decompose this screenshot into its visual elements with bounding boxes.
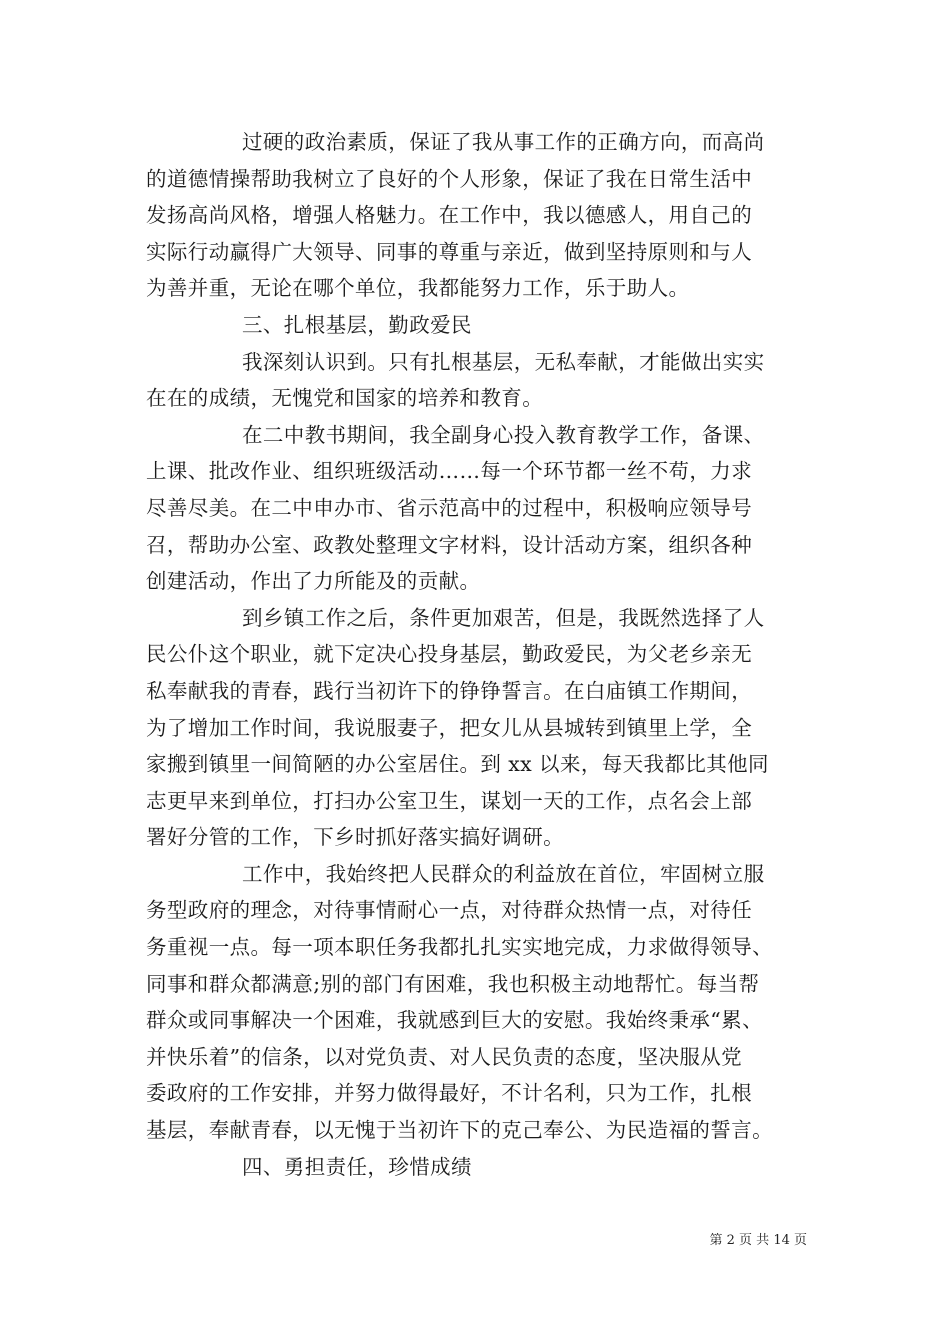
- text-line: 创建活动，作出了力所能及的贡献。: [146, 569, 481, 594]
- text-line: 发扬高尚风格，增强人格魅力。在工作中，我以德感人，用自己的: [146, 203, 753, 228]
- paragraph-first-line: 过硬的政治素质，保证了我从事工作的正确方向，而高尚: [242, 130, 765, 154]
- text-line: 委政府的工作安排，并努力做得最好，不计名利，只为工作，扎根: [146, 1081, 753, 1106]
- text-line: 私奉献我的青春，践行当初许下的铮铮誓言。在白庙镇工作期间，: [146, 678, 753, 703]
- text-line: 为了增加工作时间，我说服妻子，把女儿从县城转到镇里上学，全: [146, 715, 753, 740]
- text-line: 同事和群众都满意;别的部门有困难，我也积极主动地帮忙。每当帮: [146, 971, 760, 996]
- text-line: 并快乐着”的信条，以对党负责、对人民负责的态度，坚决服从党: [146, 1044, 743, 1069]
- text-line: 实际行动赢得广大领导、同事的尊重与亲近，做到坚持原则和与人: [146, 239, 753, 264]
- paragraph-first-line: 四、勇担责任，珍惜成绩: [242, 1154, 472, 1179]
- paragraph-first-line: 在二中教书期间，我全副身心投入教育教学工作，备课、: [242, 422, 765, 447]
- text-line: 召，帮助办公室、政教处整理文字材料，设计活动方案，组织各种: [146, 532, 753, 557]
- paragraph-first-line: 我深刻认识到。只有扎根基层，无私奉献，才能做出实实: [242, 349, 765, 374]
- page-number-footer: 第 2 页 共 14 页: [709, 1233, 807, 1248]
- text-line: 家搬到镇里一间简陋的办公室居住。到 xx 以来，每天我都比其他同: [146, 752, 769, 777]
- paragraph-first-line: 工作中，我始终把人民群众的利益放在首位，牢固树立服: [242, 861, 765, 886]
- paragraph-first-line: 到乡镇工作之后，条件更加艰苦，但是，我既然选择了人: [242, 605, 765, 630]
- text-line: 群众或同事解决一个困难，我就感到巨大的安慰。我始终秉承“累、: [146, 1008, 763, 1033]
- paragraph-first-line: 三、扎根基层，勤政爱民: [242, 312, 472, 337]
- text-line: 务型政府的理念，对待事情耐心一点，对待群众热情一点，对待任: [146, 898, 753, 923]
- text-line: 为善并重，无论在哪个单位，我都能努力工作，乐于助人。: [146, 276, 690, 301]
- text-line: 尽善尽美。在二中申办市、省示范高中的过程中，积极响应领导号: [146, 495, 753, 520]
- text-line: 基层，奉献青春，以无愧于当初许下的克己奉公、为民造福的誓言。: [146, 1118, 773, 1143]
- body-text: [146, 124, 810, 1185]
- text-line: 民公仆这个职业，就下定决心投身基层，勤政爱民，为父老乡亲无: [146, 642, 753, 667]
- text-line: 署好分管的工作，下乡时抓好落实搞好调研。: [146, 825, 564, 850]
- text-line: 务重视一点。每一项本职任务我都扎扎实实地完成，力求做得领导、: [146, 935, 773, 960]
- text-line: 的道德情操帮助我树立了良好的个人形象，保证了我在日常生活中: [146, 166, 753, 191]
- text-line: 志更早来到单位，打扫办公室卫生，谋划一天的工作，点名会上部: [146, 788, 753, 813]
- text-line: 在在的成绩，无愧党和国家的培养和教育。: [146, 386, 544, 411]
- text-line: 上课、批改作业、组织班级活动……每一个环节都一丝不苟，力求: [146, 459, 753, 484]
